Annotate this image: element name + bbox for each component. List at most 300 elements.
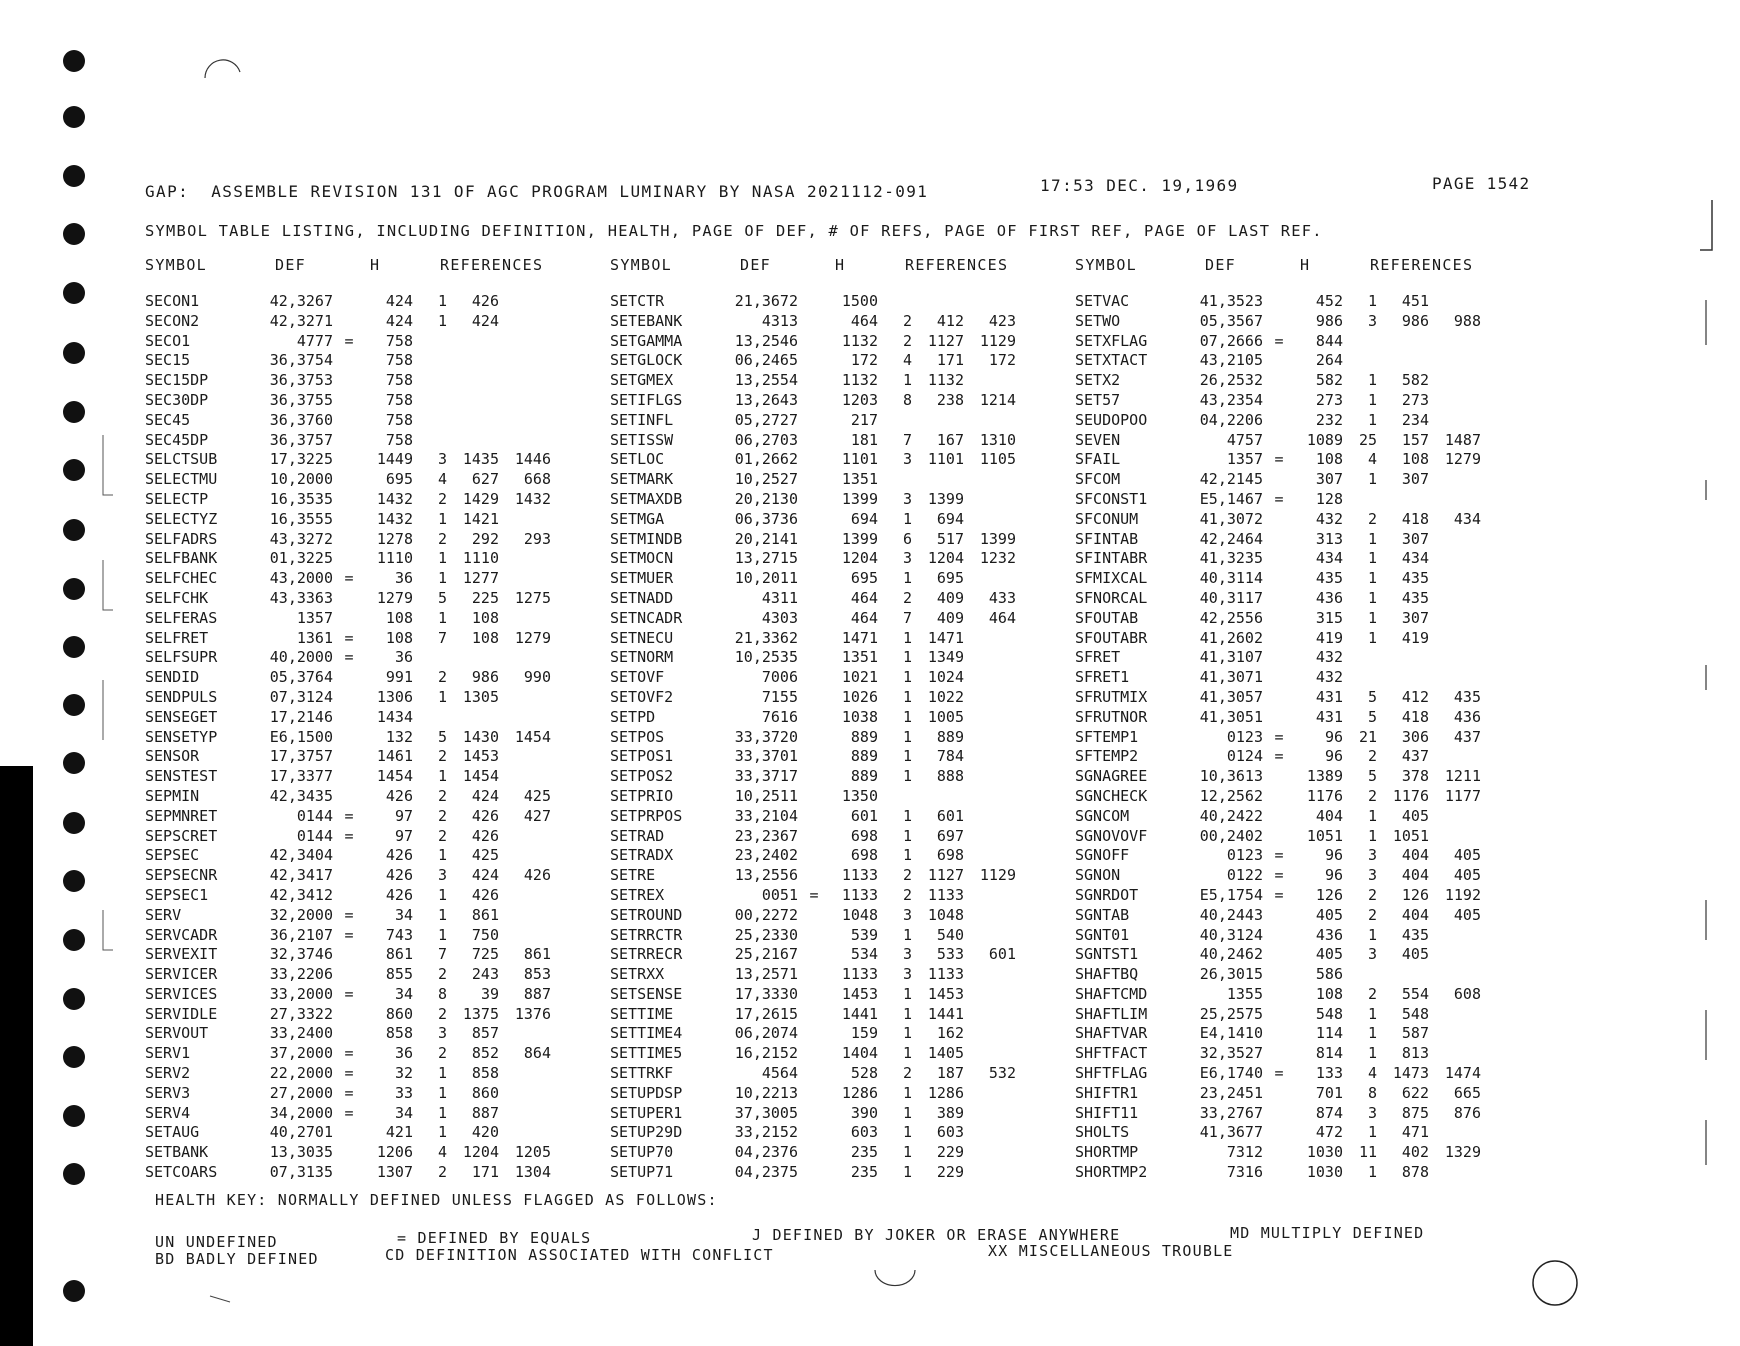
symbol-row: [610, 510, 1016, 530]
ref-count: 1: [437, 905, 447, 924]
last-ref: 1310: [979, 430, 1016, 449]
health-flag: =: [344, 1083, 354, 1102]
first-ref: 1453: [462, 747, 499, 766]
ref-count: 5: [1367, 707, 1377, 726]
health-page: 432: [1315, 648, 1343, 667]
symbol-row: [145, 708, 551, 728]
symbol-def: 42,2556: [1199, 608, 1263, 627]
symbol-def: 10,2527: [734, 470, 798, 489]
ref-count: 3: [437, 866, 447, 885]
health-page: 419: [1315, 628, 1343, 647]
symbol-row: [1075, 629, 1481, 649]
health-page: 108: [1315, 450, 1343, 469]
first-ref: 426: [471, 806, 499, 825]
first-ref: 234: [1401, 410, 1429, 429]
symbol-def: 04,2375: [734, 1163, 798, 1182]
ref-count: 2: [902, 588, 912, 607]
first-ref: 750: [471, 925, 499, 944]
health-flag: [798, 787, 830, 807]
health-page: 855: [385, 965, 413, 984]
symbol-name: SETGAMMA: [610, 331, 683, 350]
health-page: 1133: [841, 885, 878, 904]
symbol-name: SGNOFF: [1075, 846, 1130, 865]
ref-count: 2: [902, 885, 912, 904]
symbol-row: [610, 312, 1016, 332]
health-flag: [333, 450, 365, 470]
symbol-def: 13,3035: [269, 1143, 333, 1162]
health-page: 1454: [376, 767, 413, 786]
health-flag: [1263, 530, 1295, 550]
first-ref: 238: [936, 390, 964, 409]
health-flag: [798, 926, 830, 946]
symbol-name: SFOUTAB: [1075, 608, 1139, 627]
symbol-def: 1357: [296, 608, 333, 627]
health-page: 424: [385, 292, 413, 310]
health-page: 1453: [841, 984, 878, 1003]
ref-count: 3: [902, 489, 912, 508]
symbol-def: 07,2666: [1199, 331, 1263, 350]
first-ref: 1430: [462, 727, 499, 746]
symbol-def: 1361: [296, 628, 333, 647]
ref-count: 1: [1367, 826, 1377, 845]
first-ref: 1133: [927, 965, 964, 984]
ref-count: 2: [1367, 786, 1377, 805]
symbol-name: SETLOC: [610, 450, 665, 469]
last-ref: 1177: [1444, 786, 1481, 805]
ref-count: 3: [902, 549, 912, 568]
symbol-name: SERVCADR: [145, 925, 218, 944]
health-page: 874: [1315, 1103, 1343, 1122]
symbol-name: SFRUTMIX: [1075, 687, 1148, 706]
first-ref: 434: [1401, 549, 1429, 568]
symbol-row: [1075, 1123, 1481, 1143]
symbol-row: [1075, 807, 1481, 827]
health-flag: [1263, 807, 1295, 827]
ref-count: 2: [437, 786, 447, 805]
first-ref: [1377, 351, 1429, 371]
symbol-row: [1075, 510, 1481, 530]
symbol-name: SELFERAS: [145, 608, 218, 627]
last-ref: 1192: [1444, 885, 1481, 904]
health-page: 108: [385, 628, 413, 647]
health-flag: [1263, 549, 1295, 569]
first-ref: 402: [1401, 1143, 1429, 1162]
ref-count: 2: [437, 1044, 447, 1063]
last-ref: [1429, 549, 1481, 569]
symbol-name: SETNECU: [610, 628, 674, 647]
symbol-row: [610, 589, 1016, 609]
last-ref: 990: [523, 668, 551, 687]
first-ref: [447, 332, 499, 352]
first-ref: 426: [471, 885, 499, 904]
first-ref: 1127: [927, 866, 964, 885]
first-ref: 292: [471, 529, 499, 548]
last-ref: [964, 470, 1016, 490]
symbol-def: 16,3535: [269, 489, 333, 508]
health-flag: [333, 1024, 365, 1044]
ref-count: 3: [1367, 311, 1377, 330]
first-ref: 1127: [927, 331, 964, 350]
health-page: 695: [385, 470, 413, 489]
symbol-def: 43,2105: [1199, 351, 1263, 370]
symbol-name: SETPOS2: [610, 767, 674, 786]
last-ref: [964, 1084, 1016, 1104]
health-page: 1051: [1306, 826, 1343, 845]
last-ref: 1304: [514, 1163, 551, 1182]
health-flag: [798, 807, 830, 827]
first-ref: [1377, 648, 1429, 668]
health-page: 217: [850, 410, 878, 429]
symbol-def: 33,2400: [269, 1024, 333, 1043]
first-ref: 554: [1401, 984, 1429, 1003]
symbol-row: [145, 926, 551, 946]
first-ref: 306: [1401, 727, 1429, 746]
symbol-name: SFRUTNOR: [1075, 707, 1148, 726]
symbol-def: 41,3107: [1199, 648, 1263, 667]
health-flag: [1263, 945, 1295, 965]
health-page: 986: [1315, 311, 1343, 330]
health-page: 96: [1324, 727, 1343, 746]
health-page: 434: [1315, 549, 1343, 568]
ref-count: 1: [902, 1143, 912, 1162]
first-ref: 852: [471, 1044, 499, 1063]
last-ref: 405: [1453, 846, 1481, 865]
symbol-row: [1075, 827, 1481, 847]
ref-count: 2: [1367, 885, 1377, 904]
health-flag: [798, 629, 830, 649]
symbol-def: 10,2511: [734, 786, 798, 805]
symbol-def: 33,3720: [734, 727, 798, 746]
symbol-def: 20,2130: [734, 489, 798, 508]
ref-count: 1: [902, 1123, 912, 1142]
health-page: 758: [385, 371, 413, 390]
symbol-def: 42,3267: [269, 292, 333, 310]
ref-count: [878, 470, 912, 490]
health-flag: [333, 1123, 365, 1143]
last-ref: [499, 708, 551, 728]
symbol-name: SEC15DP: [145, 371, 209, 390]
last-ref: 405: [1453, 866, 1481, 885]
symbol-name: SELFRET: [145, 628, 209, 647]
header-references: REFERENCES: [440, 256, 544, 274]
first-ref: [912, 292, 964, 312]
ref-count: 2: [437, 965, 447, 984]
symbol-row: [610, 807, 1016, 827]
health-page: 758: [385, 351, 413, 370]
symbol-column-2: [610, 256, 1016, 1183]
symbol-row: [145, 846, 551, 866]
symbol-name: SEPSEC1: [145, 885, 209, 904]
ref-count: 1: [437, 885, 447, 904]
symbol-name: SETXFLAG: [1075, 331, 1148, 350]
ref-count: [413, 648, 447, 668]
first-ref: 1435: [462, 450, 499, 469]
symbol-name: SETNADD: [610, 588, 674, 607]
health-page: 235: [850, 1163, 878, 1182]
health-page: 860: [385, 1004, 413, 1023]
health-page: 1279: [376, 588, 413, 607]
symbol-def: 10,2213: [734, 1083, 798, 1102]
symbol-def: 36,3753: [269, 371, 333, 390]
symbol-name: SERV2: [145, 1064, 191, 1083]
health-flag: [798, 1005, 830, 1025]
ref-count: 2: [1367, 905, 1377, 924]
ref-count: [413, 431, 447, 451]
symbol-name: SERV4: [145, 1103, 191, 1122]
ref-count: 1: [1367, 588, 1377, 607]
ref-count: 2: [437, 1163, 447, 1182]
symbol-def: 00,2272: [734, 905, 798, 924]
ref-count: 2: [902, 866, 912, 885]
health-flag: [798, 1163, 830, 1183]
first-ref: 875: [1401, 1103, 1429, 1122]
last-ref: [1429, 1044, 1481, 1064]
health-page: 34: [394, 984, 413, 1003]
ref-count: 3: [1367, 1103, 1377, 1122]
header-symbol: SYMBOL: [145, 256, 207, 274]
first-ref: [912, 470, 964, 490]
last-ref: [1429, 490, 1481, 510]
last-ref: [964, 886, 1016, 906]
health-page: 464: [850, 608, 878, 627]
header-def: DEF: [275, 256, 306, 274]
health-flag: =: [1274, 489, 1284, 508]
symbol-name: SFRET1: [1075, 668, 1130, 687]
symbol-name: SGNCHECK: [1075, 786, 1148, 805]
last-ref: [1429, 807, 1481, 827]
first-ref: 1048: [927, 905, 964, 924]
health-page: 1203: [841, 390, 878, 409]
first-ref: 420: [471, 1123, 499, 1142]
ref-count: 4: [1367, 1064, 1377, 1083]
symbol-row: [1075, 530, 1481, 550]
health-flag: =: [344, 1103, 354, 1122]
ref-count: 1: [902, 687, 912, 706]
symbol-def: 17,3330: [734, 984, 798, 1003]
health-flag: =: [809, 885, 819, 904]
first-ref: 540: [936, 925, 964, 944]
symbol-row: [1075, 431, 1481, 451]
health-page: 426: [385, 866, 413, 885]
symbol-def: 41,3072: [1199, 509, 1263, 528]
health-flag: [1263, 1024, 1295, 1044]
symbol-row: [145, 1143, 551, 1163]
health-flag: [1263, 1143, 1295, 1163]
health-page: 32: [394, 1064, 413, 1083]
symbol-name: SEPMNRET: [145, 806, 218, 825]
health-page: 1500: [841, 292, 878, 310]
symbol-row: [145, 490, 551, 510]
symbol-name: SERVOUT: [145, 1024, 209, 1043]
first-ref: 435: [1401, 925, 1429, 944]
symbol-def: 33,2104: [734, 806, 798, 825]
health-page: 315: [1315, 608, 1343, 627]
symbol-row: [145, 629, 551, 649]
ref-count: 1: [902, 1024, 912, 1043]
first-ref: 108: [471, 608, 499, 627]
ref-count: [413, 371, 447, 391]
last-ref: [499, 846, 551, 866]
symbol-row: [145, 470, 551, 490]
symbol-def: 23,2451: [1199, 1083, 1263, 1102]
first-ref: 698: [936, 846, 964, 865]
first-ref: 405: [1401, 945, 1429, 964]
first-ref: [447, 391, 499, 411]
health-page: 528: [850, 1064, 878, 1083]
health-flag: =: [1274, 846, 1284, 865]
symbol-def: 4313: [761, 311, 798, 330]
health-key-title: HEALTH KEY: NORMALLY DEFINED UNLESS FLAGGED AS FOLLOWS:: [155, 1191, 718, 1209]
health-flag: [333, 965, 365, 985]
symbol-name: SETISSW: [610, 430, 674, 449]
first-ref: 437: [1401, 747, 1429, 766]
last-ref: [964, 787, 1016, 807]
health-page: 1434: [376, 707, 413, 726]
last-ref: 1211: [1444, 767, 1481, 786]
symbol-def: 0144: [296, 806, 333, 825]
first-ref: [1377, 965, 1429, 985]
last-ref: 427: [523, 806, 551, 825]
last-ref: [1429, 292, 1481, 312]
last-ref: [1429, 1163, 1481, 1183]
ref-count: 1: [437, 1083, 447, 1102]
symbol-name: SFAIL: [1075, 450, 1121, 469]
symbol-def: 06,3736: [734, 509, 798, 528]
health-flag: [798, 648, 830, 668]
last-ref: [1429, 391, 1481, 411]
symbol-row: [145, 609, 551, 629]
health-page: 421: [385, 1123, 413, 1142]
health-flag: [1263, 767, 1295, 787]
first-ref: [1377, 668, 1429, 688]
symbol-def: 01,2662: [734, 450, 798, 469]
health-page: 232: [1315, 410, 1343, 429]
ref-count: [413, 391, 447, 411]
symbol-row: [610, 332, 1016, 352]
symbol-row: [145, 332, 551, 352]
symbol-name: SEC30DP: [145, 390, 209, 409]
symbol-name: SELFCHEC: [145, 569, 218, 588]
first-ref: 1471: [927, 628, 964, 647]
health-flag: [798, 866, 830, 886]
ref-count: 1: [437, 1103, 447, 1122]
symbol-row: [610, 767, 1016, 787]
first-ref: 424: [471, 786, 499, 805]
last-ref: 433: [988, 588, 1016, 607]
health-flag: [333, 747, 365, 767]
symbol-def: 12,2562: [1199, 786, 1263, 805]
first-ref: 418: [1401, 509, 1429, 528]
last-ref: [964, 1024, 1016, 1044]
symbol-def: 07,3124: [269, 687, 333, 706]
health-page: 1432: [376, 489, 413, 508]
symbol-row: [610, 1123, 1016, 1143]
health-page: 96: [1324, 866, 1343, 885]
first-ref: 1176: [1392, 786, 1429, 805]
symbol-name: SEC45: [145, 410, 191, 429]
last-ref: 1129: [979, 866, 1016, 885]
ref-count: 5: [437, 588, 447, 607]
symbol-row: [145, 411, 551, 431]
last-ref: [1429, 1123, 1481, 1143]
last-ref: 1214: [979, 390, 1016, 409]
symbol-def: 42,2145: [1199, 470, 1263, 489]
symbol-def: 26,2532: [1199, 371, 1263, 390]
health-flag: [1263, 648, 1295, 668]
health-page: 172: [850, 351, 878, 370]
ref-count: 1: [1367, 1004, 1377, 1023]
health-flag: [1263, 827, 1295, 847]
symbol-row: [1075, 866, 1481, 886]
symbol-def: 33,2000: [269, 984, 333, 1003]
last-ref: [499, 332, 551, 352]
last-ref: [1429, 648, 1481, 668]
health-flag: [1263, 371, 1295, 391]
symbol-row: [1075, 1104, 1481, 1124]
first-ref: 389: [936, 1103, 964, 1122]
first-ref: [447, 648, 499, 668]
health-flag: [1263, 292, 1295, 312]
symbol-def: 36,3754: [269, 351, 333, 370]
symbol-row: [610, 668, 1016, 688]
last-ref: [499, 569, 551, 589]
health-flag: [333, 510, 365, 530]
ref-count: [1343, 648, 1377, 668]
health-flag: [798, 589, 830, 609]
last-ref: [499, 767, 551, 787]
health-flag: [798, 549, 830, 569]
ref-count: [878, 411, 912, 431]
last-ref: 1329: [1444, 1143, 1481, 1162]
first-ref: 1349: [927, 648, 964, 667]
symbol-name: SEPMIN: [145, 786, 200, 805]
health-flag: [798, 609, 830, 629]
last-ref: [1429, 332, 1481, 352]
symbol-row: [610, 787, 1016, 807]
health-page: 97: [394, 806, 413, 825]
symbol-def: 04,2376: [734, 1143, 798, 1162]
symbol-def: 21,3362: [734, 628, 798, 647]
health-flag: [1263, 688, 1295, 708]
health-flag: [798, 1024, 830, 1044]
symbol-name: SETPRPOS: [610, 806, 683, 825]
symbol-def: 10,2535: [734, 648, 798, 667]
ref-count: 5: [1367, 687, 1377, 706]
ref-count: 1: [902, 925, 912, 944]
last-ref: 437: [1453, 727, 1481, 746]
health-flag: =: [344, 1044, 354, 1063]
symbol-def: 40,3124: [1199, 925, 1263, 944]
symbol-row: [145, 1163, 551, 1183]
symbol-name: SENDPULS: [145, 687, 218, 706]
last-ref: 1105: [979, 450, 1016, 469]
header-def: DEF: [740, 256, 771, 274]
health-page: 603: [850, 1123, 878, 1142]
first-ref: 784: [936, 747, 964, 766]
health-page: 464: [850, 588, 878, 607]
health-flag: [1263, 351, 1295, 371]
symbol-name: SETX2: [1075, 371, 1121, 390]
symbol-row: [610, 371, 1016, 391]
ref-count: [1343, 965, 1377, 985]
symbol-name: SETCTR: [610, 292, 665, 310]
symbol-def: 37,3005: [734, 1103, 798, 1122]
health-flag: [1263, 589, 1295, 609]
symbol-name: SENSETYP: [145, 727, 218, 746]
symbol-row: [145, 431, 551, 451]
symbol-row: [610, 985, 1016, 1005]
first-ref: 126: [1401, 885, 1429, 904]
